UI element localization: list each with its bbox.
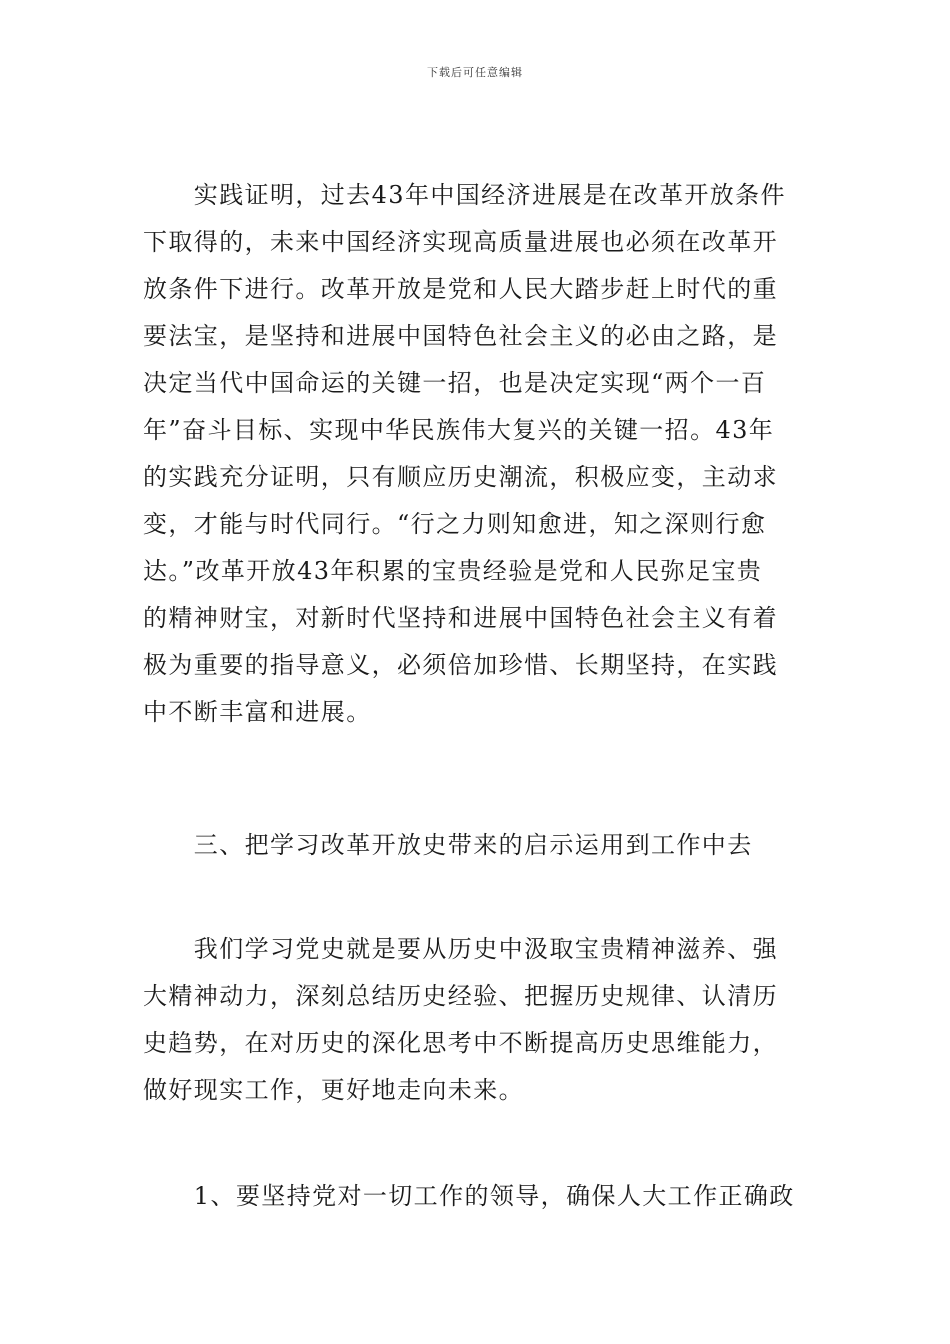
paragraph-line: 极为重要的指导意义，必须倍加珍惜、长期坚持，在实践 — [143, 651, 778, 679]
paragraph-line: 1、要坚持党对一切工作的领导，确保人大工作正确政 — [143, 1182, 795, 1210]
paragraph-line: 的精神财宝，对新时代坚持和进展中国特色社会主义有着 — [143, 604, 778, 632]
header-note: 下载后可任意编辑 — [427, 66, 523, 79]
paragraph-line: 做好现实工作，更好地走向未来。 — [143, 1076, 524, 1104]
paragraph-line: 中不断丰富和进展。 — [143, 698, 372, 726]
paragraph-line: 实践证明，过去43年中国经济进展是在改革开放条件 — [143, 181, 786, 209]
paragraph-line: 年”奋斗目标、实现中华民族伟大复兴的关键一招。43年 — [143, 416, 775, 444]
paragraph-practice-proves — [143, 172, 807, 736]
paragraph-line: 决定当代中国命运的关键一招，也是决定实现“两个一百 — [143, 369, 767, 397]
paragraph-line: 的实践充分证明，只有顺应历史潮流，积极应变，主动求 — [143, 463, 778, 491]
paragraph-point-one — [143, 1173, 807, 1220]
paragraph-line: 我们学习党史就是要从历史中汲取宝贵精神滋养、强 — [143, 935, 778, 963]
paragraph-line: 变，才能与时代同行。“行之力则知愈进，知之深则行愈 — [143, 510, 767, 538]
paragraph-line: 大精神动力，深刻总结历史经验、把握历史规律、认清历 — [143, 982, 778, 1010]
section-heading — [143, 822, 807, 869]
paragraph-line: 要法宝，是坚持和进展中国特色社会主义的必由之路，是 — [143, 322, 778, 350]
section-heading-text: 三、把学习改革开放史带来的启示运用到工作中去 — [143, 831, 753, 859]
paragraph-line: 放条件下进行。改革开放是党和人民大踏步赶上时代的重 — [143, 275, 778, 303]
paragraph-line: 史趋势，在对历史的深化思考中不断提高历史思维能力， — [143, 1029, 778, 1057]
paragraph-line: 达。”改革开放43年积累的宝贵经验是党和人民弥足宝贵 — [143, 557, 763, 585]
paragraph-study-history — [143, 926, 807, 1114]
paragraph-line: 下取得的，未来中国经济实现高质量进展也必须在改革开 — [143, 228, 778, 256]
